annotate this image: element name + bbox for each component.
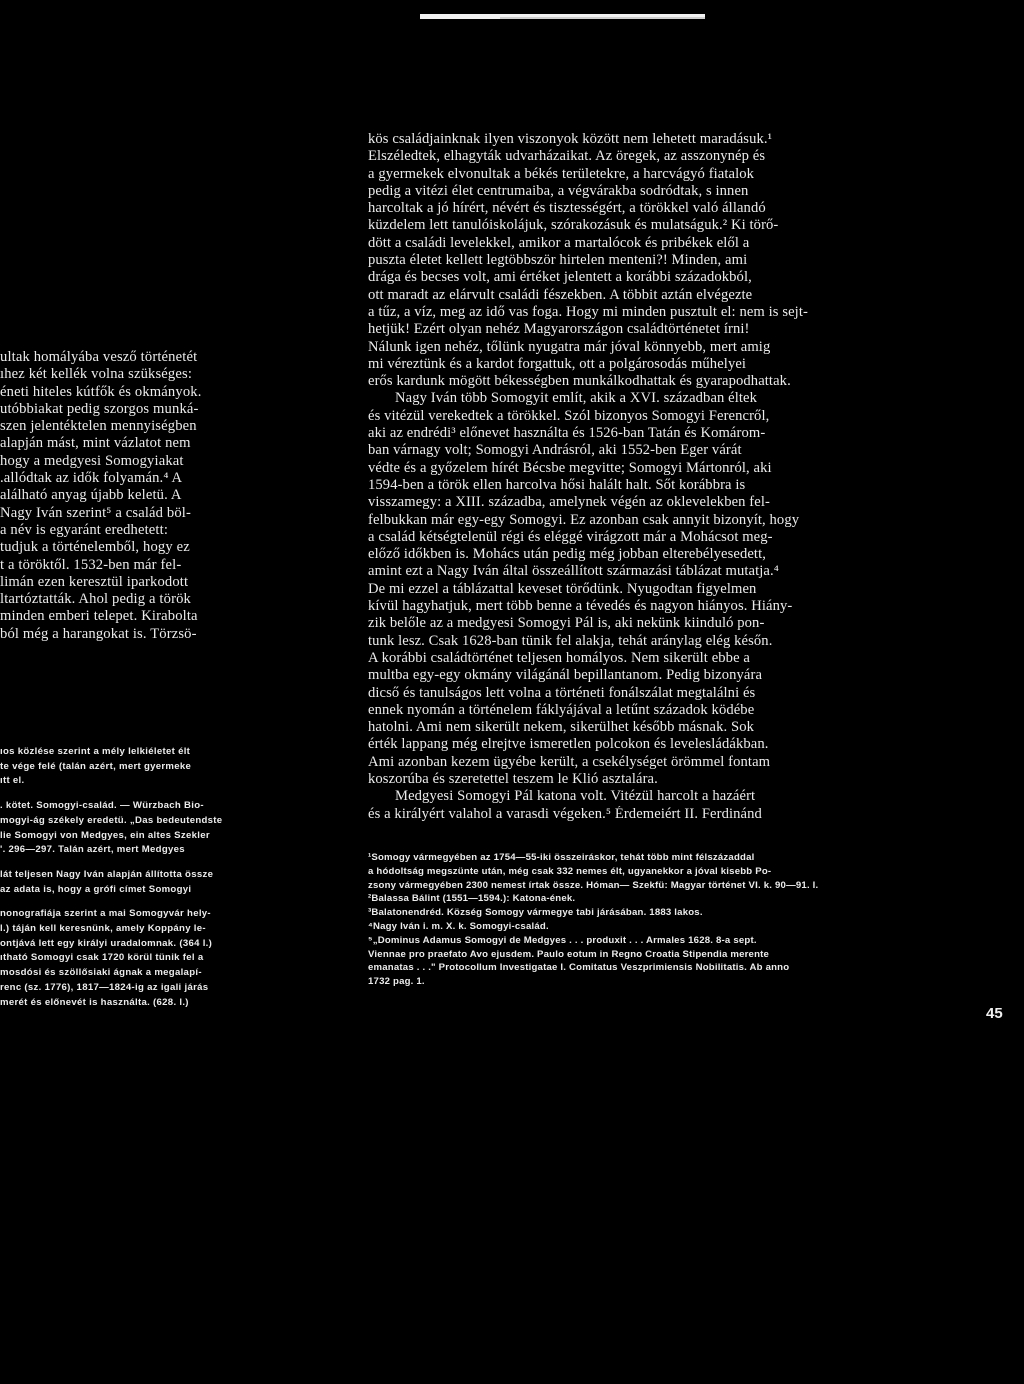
- body-line: puszta életet kellett legtöbbször hirtelen menteni?! Minden, ami: [368, 252, 748, 269]
- body-line: 1594-ben a török ellen harcolva hősi halált halt. Sőt korábbra is: [368, 476, 746, 493]
- body-line: A korábbi családtörténet teljesen homályos. Nem sikerült ebbe a: [368, 649, 750, 666]
- body-line: ból még a harangokat is. Törzsö-: [0, 625, 197, 642]
- body-line: tunk lesz. Csak 1628-ban tünik fel alakja, tehát aránylag elég későn.: [368, 632, 773, 649]
- body-line: hetjük! Ezért olyan nehéz Magyarországon családtörténetet írni!: [368, 321, 750, 338]
- body-line: Ami azonban kezem ügyébe került, a csekélységet örömmel fontam: [368, 753, 771, 770]
- body-line: tudjuk a történelemből, hogy ez: [0, 539, 190, 556]
- body-line: ultak homályába vesző történetét: [0, 349, 198, 365]
- footnote-line: ⁵„Dominus Adamus Somogyi de Medgyes . . . produxit . . . Armales 1628. 8-a sept.: [368, 934, 757, 946]
- body-line: Nálunk igen nehéz, tőlünk nyugatra már jóval könnyebb, mert amig: [368, 338, 771, 355]
- footnote-line: Viennae pro praefato Avo ejusdem. Paulo eotum in Regno Croatia Stipendia merente: [368, 948, 770, 960]
- body-line: felbukkan már egy-egy Somogyi. Ez azonban csak annyit bizonyít, hogy: [368, 511, 800, 528]
- footnote-line: nonografiája szerint a mai Somogyvár hely-: [0, 908, 211, 920]
- footnote-line: '. 296—297. Talán azért, mert Medgyes: [0, 844, 185, 856]
- page-number: 45: [986, 1005, 1003, 1022]
- footnote-line: lie Somogyi von Medgyes, ein altes Szekler: [0, 829, 210, 841]
- left-column-body: [0, 349, 290, 643]
- body-line: ott maradt az elárvult családi fészekben. A többit aztán elvégezte: [368, 286, 753, 303]
- footnote-line: zsony vármegyében 2300 nemest írtak össze. Hóman— Szekfü: Magyar történet VI. k. 90—91. l.: [368, 879, 819, 891]
- footnote-line: merét és előnevét is használta. (628. l.): [0, 996, 189, 1008]
- body-line: Medgyesi Somogyi Pál katona volt. Vitézül harcolt a hazáért: [395, 788, 756, 805]
- body-line: alálható anyag újabb keletü. A: [0, 487, 182, 504]
- body-line: szen jelentéktelen mennyiségben: [0, 418, 197, 435]
- body-line: dött a családi levelekkel, amikor a martalócok és pribékek elől a: [368, 234, 750, 251]
- footnote-line: mosdósi és szöllősiaki ágnak a megalapí-: [0, 967, 202, 979]
- footnote-line: a hódoltság megszünte után, még csak 332 nemes élt, ugyanekkor a jóval kisebb Po-: [368, 865, 772, 877]
- footnote-line-gap: [0, 789, 290, 799]
- footnote-line: mogyi-ág székely eredetü. „Das bedeutendste: [0, 814, 223, 826]
- body-line: Elszéledtek, elhagyták udvarházaikat. Az öregek, az asszonynép és: [368, 148, 766, 165]
- body-line: minden emberi telepet. Kirabolta: [0, 608, 198, 625]
- footnote-line: ıtt el.: [0, 775, 25, 787]
- body-line: ban várnagy volt; Somogyi Andrásról, aki 1552-ben Eger várát: [368, 442, 742, 459]
- body-line: harcoltak a jó hírért, névért és tisztességért, a törökkel való állandó: [368, 200, 766, 217]
- body-line: kös családjainknak ilyen viszonyok között nem lehetett maradásuk.¹: [368, 131, 773, 147]
- body-line: éneti hiteles kútfők és okmányok.: [0, 383, 202, 400]
- footnote-line: l.) táján kell keresnünk, amely Koppány le-: [0, 923, 206, 935]
- footnote-line: ontjává lett egy királyi uradalomnak. (364 l.): [0, 937, 213, 949]
- body-line: utóbbiakat pedig szorgos munká-: [0, 400, 199, 417]
- body-line: aki az endrédi³ előnevet használta és 1526-ban Tatán és Komárom-: [368, 425, 766, 442]
- body-line: drága és becses volt, ami értéket jelentett a korábbi századokból,: [368, 269, 752, 286]
- footnote-line: te vége felé (talán azért, mert gyermeke: [0, 760, 192, 772]
- footnote-line: ³Balatonendréd. Község Somogy vármegye tabi járásában. 1883 lakos.: [368, 907, 703, 919]
- footnote-line: ²Balassa Bálint (1551—1594.): Katona-ének.: [368, 893, 576, 905]
- body-line: t a töröktől. 1532-ben már fel-: [0, 556, 182, 573]
- left-column-footnotes: [0, 745, 290, 1010]
- body-line: De mi ezzel a táblázattal keveset törődünk. Nyugodtan figyelmen: [368, 580, 757, 597]
- body-line: ennek nyomán a történelem fáklyájával a letűnt századok ködébe: [368, 701, 755, 718]
- footnote-line: ıtható Somogyi csak 1720 körül tünik fel a: [0, 952, 204, 964]
- footnote-line: lát teljesen Nagy Iván alapján állította össze: [0, 868, 214, 880]
- body-line: kívül hagyhatjuk, mert több benne a tévedés és nagyon hiányos. Hiány-: [368, 598, 793, 615]
- footnote-line: ıos közlése szerint a mély lelkiéletet élt: [0, 746, 191, 757]
- footnote-line: . kötet. Somogyi-család. — Würzbach Bio-: [0, 800, 204, 812]
- body-line: alapján mást, mint vázlatot nem: [0, 435, 191, 452]
- footnote-line: 1732 pag. 1.: [368, 976, 425, 988]
- body-line: dicső és tanulságos lett volna a történeti fonálszálat megtalálni és: [368, 684, 756, 701]
- body-line: limán ezen keresztül iparkodott: [0, 573, 189, 590]
- body-line: a család kétségtelenül régi és eléggé virágzott már a Mohácsot meg-: [368, 528, 773, 545]
- body-line: ıhez két kellék volna szükséges:: [0, 366, 193, 383]
- body-line: ltartóztatták. Ahol pedig a török: [0, 591, 191, 608]
- footnote-line: ⁴Nagy Iván i. m. X. k. Somogyi-család.: [368, 920, 549, 932]
- body-line: előző időkben is. Mohács után pedig még jobban elterebélyesedett,: [368, 546, 766, 563]
- body-line: pedig a vitézi élet centrumaiba, a végvárakba sodródtak, s innen: [368, 182, 749, 199]
- body-line: védte és a győzelem hírét Bécsbe megvitte; Somogyi Mártonról, aki: [368, 459, 772, 476]
- body-line: küzdelem lett tanulóiskolájuk, szórakozásuk és mulatságuk.² Ki törő-: [368, 217, 779, 234]
- body-line: hatolni. Ami nem sikerült nekem, sikerülhet később másnak. Sok: [368, 719, 754, 736]
- body-line: és a királyért valahol a varasdi végeken.⁵ Érdemeiért II. Ferdinánd: [368, 805, 762, 822]
- footnote-line: renc (sz. 1776), 1817—1824-ig az igali járás: [0, 981, 209, 993]
- footnote-line: emanatas . . ." Protocollum Investigatae I. Comitatus Veszprimiensis Nobilitatis. Ab anno: [368, 962, 790, 974]
- body-line: a tűz, a víz, meg az idő vas foga. Hogy mi minden pusztult el: nem is sejt-: [368, 303, 808, 320]
- body-line: mi véreztünk és a kardot forgattuk, ott a polgárosodás műhelyei: [368, 355, 747, 372]
- body-line: hogy a medgyesi Somogyiakat: [0, 452, 184, 469]
- body-line: koszorúba és szeretettel teszem le Klió asztalára.: [368, 770, 658, 787]
- footnote-line-gap: [0, 858, 290, 868]
- body-line: multba egy-egy okmány világánál bepillantanom. Pedig bizonyára: [368, 667, 763, 684]
- body-line: érték lappang még elrejtve ismeretlen polcokon és levelesládákban.: [368, 736, 769, 753]
- footnote-line: ¹Somogy vármegyében az 1754—55-iki összeiráskor, tehát több mint félszázaddal: [368, 852, 755, 863]
- footnote-line-gap: [0, 897, 290, 907]
- body-line: zik belőle az a medgyesi Somogyi Pál is, aki nekünk kiinduló pon-: [368, 615, 765, 632]
- footnote-line: az adata is, hogy a grófi címet Somogyi: [0, 883, 192, 895]
- body-line: erős kardunk mögött békességben munkálkodhattak és gyarapodhattak.: [368, 373, 791, 390]
- body-line: .allódtak az idők folyamán.⁴ A: [0, 470, 183, 487]
- body-line: visszamegy: a XIII. századba, amelynek végén az oklevelekben fel-: [368, 494, 770, 511]
- right-column-body: [368, 131, 898, 823]
- body-line: és vitézül verekedtek a törökkel. Szól bizonyos Somogyi Ferencről,: [368, 407, 770, 424]
- body-line: Nagy Iván több Somogyit említ, akik a XVI. században éltek: [395, 390, 758, 407]
- body-line: a név is egyaránt eredhetett:: [0, 521, 169, 538]
- right-column-footnotes: [368, 851, 913, 989]
- top-scan-rule: [500, 17, 705, 19]
- body-line: a gyermekek elvonultak a békés területekre, a harcvágyó fiatalok: [368, 165, 755, 182]
- body-line: amint ezt a Nagy Iván által összeállított származási táblázat mutatja.⁴: [368, 563, 779, 580]
- body-line: Nagy Iván szerint⁵ a család böl-: [0, 504, 192, 521]
